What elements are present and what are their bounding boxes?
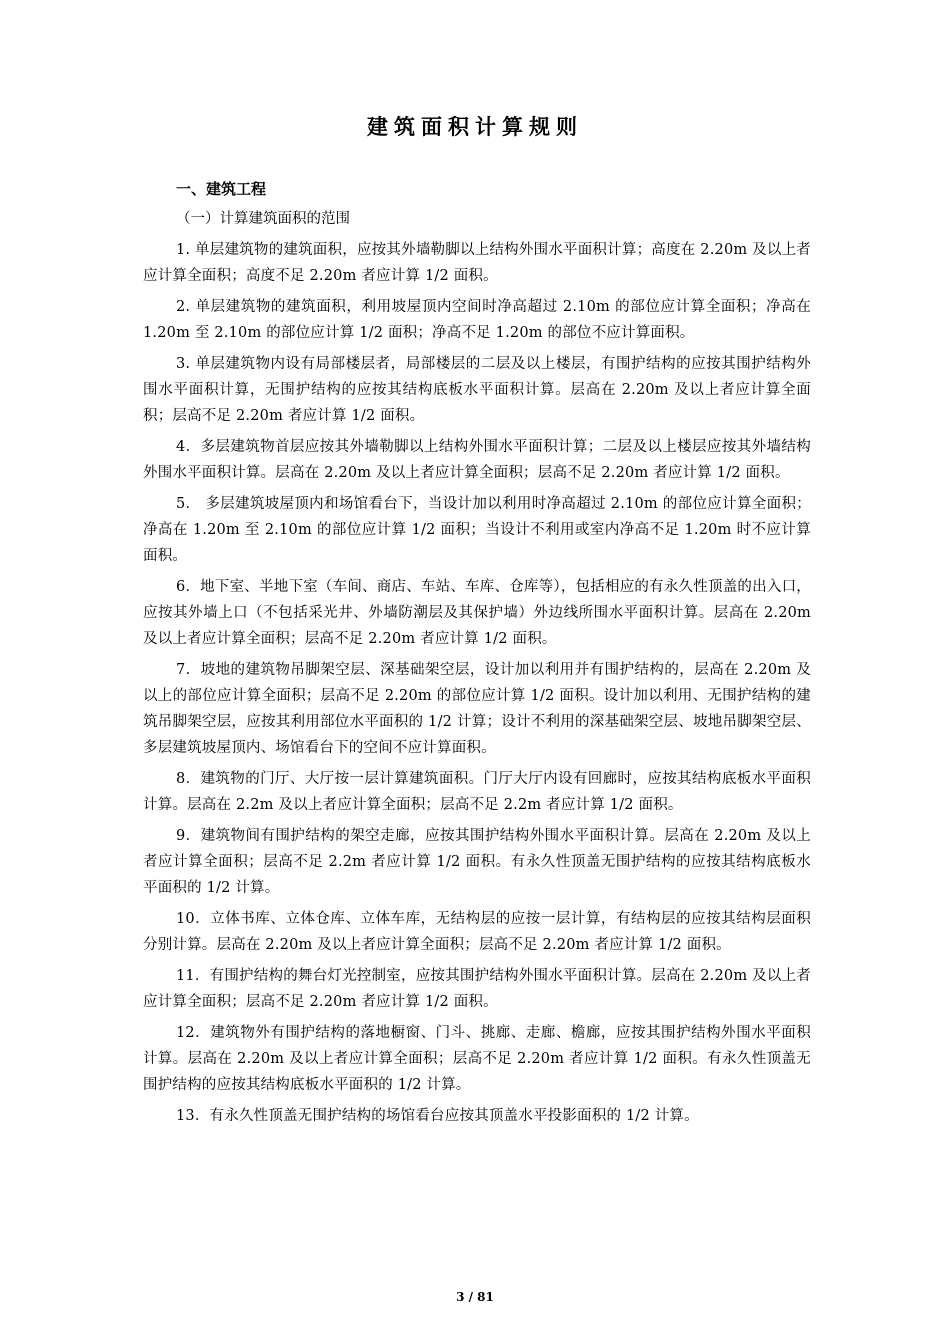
paragraph-3: 3. 单层建筑物内设有局部楼层者，局部楼层的二层及以上楼层，有围护结构的应按其围护结构外围水平面积计算，无围护结构的应按其结构底板水平面积计算。层高在 2.20m 及以上者应计算全面积；层高不足 2.20m 者应计算 1/2 面积。	[143, 356, 811, 424]
paragraph-5: 5． 多层建筑坡屋顶内和场馆看台下，当设计加以利用时净高超过 2.10m 的部位应计算全面积；净高在 1.20m 至 2.10m 的部位应计算 1/2 面积；当设计不利用或室内净高不足 1.20m 时不应计算面积。	[143, 496, 811, 564]
paragraph-8: 8．建筑物的门厅、大厅按一层计算建筑面积。门厅大厅内设有回廊时，应按其结构底板水平面积计算。层高在 2.2m 及以上者应计算全面积；层高不足 2.2m 者应计算 1/2 面积。	[143, 771, 811, 813]
subsection-heading: （一）计算建筑面积的范围	[176, 211, 350, 227]
paragraph-9: 9．建筑物间有围护结构的架空走廊，应按其围护结构外围水平面积计算。层高在 2.20m 及以上者应计算全面积；层高不足 2.2m 者应计算 1/2 面积。有永久性顶盖无围护结构的应按其结构底板水平面积的 1/2 计算。	[143, 828, 811, 896]
paragraph-10: 10．立体书库、立体仓库、立体车库，无结构层的应按一层计算，有结构层的应按其结构层面积分别计算。层高在 2.20m 及以上者应计算全面积；层高不足 2.20m 者应计算 1/2 面积。	[143, 911, 811, 953]
page-number: 3 / 81	[456, 1290, 494, 1304]
paragraph-2: 2. 单层建筑物的建筑面积，利用坡屋顶内空间时净高超过 2.10m 的部位应计算全面积；净高在 1.20m 至 2.10m 的部位应计算 1/2 面积；净高不足 1.20m 的部位不应计算面积。	[143, 299, 811, 341]
document-body	[143, 177, 811, 1134]
paragraph-12: 12．建筑物外有围护结构的落地橱窗、门斗、挑廊、走廊、檐廊，应按其围护结构外围水平面积计算。层高在 2.20m 及以上者应计算全面积；层高不足 2.20m 者应计算 1/2 面积。有永久性顶盖无围护结构的应按其结构底板水平面积的 1/2 计算。	[143, 1025, 811, 1093]
page-title: 建筑面积计算规则	[367, 115, 583, 139]
paragraph-4: 4．多层建筑物首层应按其外墙勒脚以上结构外围水平面积计算；二层及以上楼层应按其外墙结构外围水平面积计算。层高在 2.20m 及以上者应计算全面积；层高不足 2.20m 者应计算 1/2 面积。	[143, 439, 811, 481]
paragraph-13: 13．有永久性顶盖无围护结构的场馆看台应按其顶盖水平投影面积的 1/2 计算。	[176, 1108, 699, 1124]
paragraph-11: 11．有围护结构的舞台灯光控制室，应按其围护结构外围水平面积计算。层高在 2.20m 及以上者应计算全面积；层高不足 2.20m 者应计算 1/2 面积。	[143, 968, 811, 1010]
paragraph-1: 1. 单层建筑物的建筑面积，应按其外墙勒脚以上结构外围水平面积计算；高度在 2.20m 及以上者应计算全面积；高度不足 2.20m 者应计算 1/2 面积。	[143, 242, 811, 284]
section-heading: 一、建筑工程	[176, 180, 267, 198]
paragraph-6: 6．地下室、半地下室（车间、商店、车站、车库、仓库等），包括相应的有永久性顶盖的出入口，应按其外墙上口（不包括采光井、外墙防潮层及其保护墙）外边线所围水平面积计算。层高在 2.20m 及以上者应计算全面积；层高不足 2.20m 者应计算 1/2 面积。	[143, 579, 811, 647]
paragraph-7: 7．坡地的建筑物吊脚架空层、深基础架空层，设计加以利用并有围护结构的，层高在 2.20m 及以上的部位应计算全面积；层高不足 2.20m 的部位应计算 1/2 面积。设计加以利用、无围护结构的建筑吊脚架空层，应按其利用部位水平面积的 1/2 计算；设计不利用的深基础架空层、坡地吊脚架空层、多层建筑坡屋顶内、场馆看台下的空间不应计算面积。	[143, 662, 811, 756]
